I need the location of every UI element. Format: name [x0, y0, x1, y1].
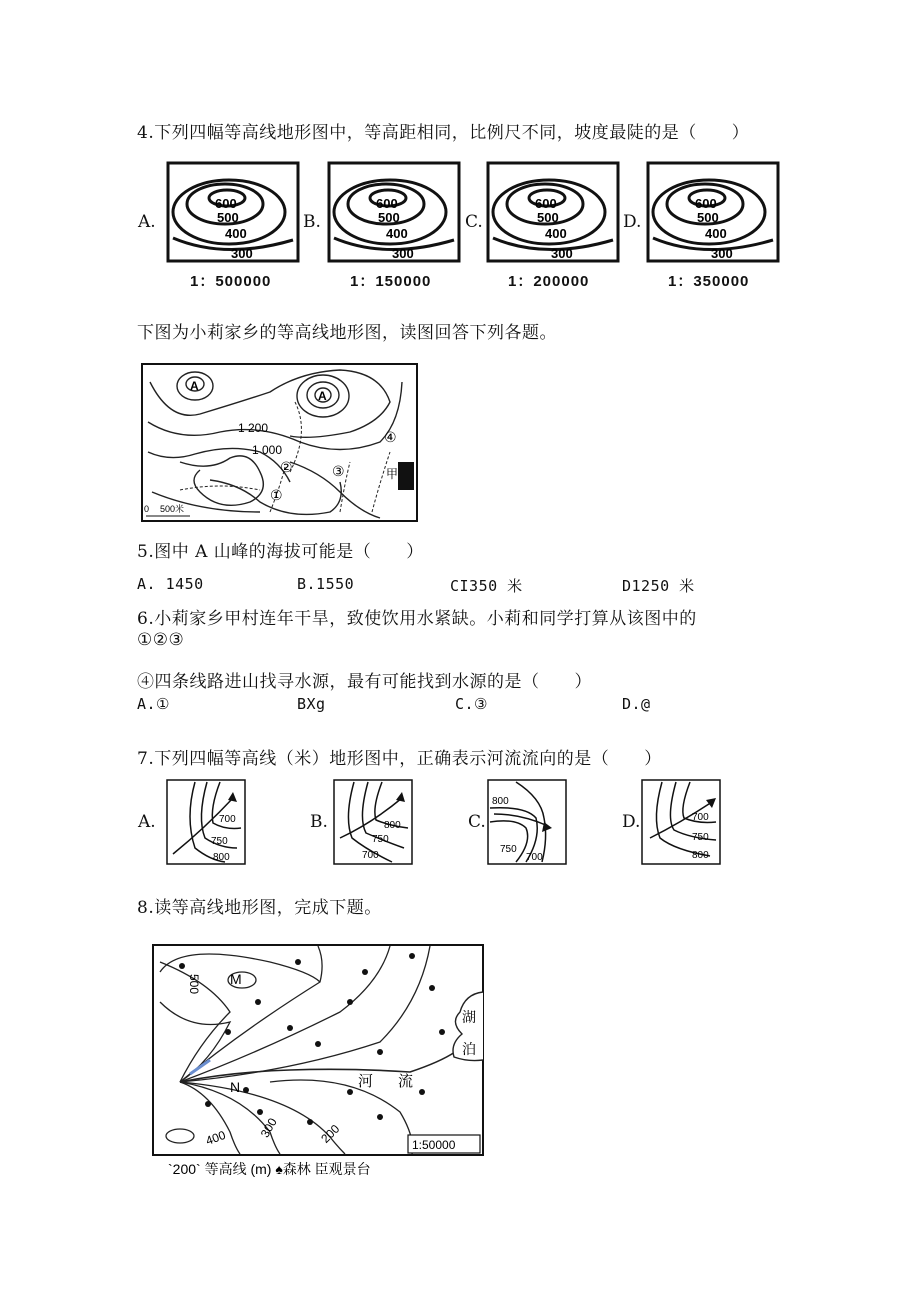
point-n: N [230, 1079, 241, 1095]
svg-text:400: 400 [225, 226, 247, 241]
svg-text:500: 500 [217, 210, 239, 225]
svg-text:600: 600 [376, 196, 398, 211]
lake-label-1: 湖 [462, 1009, 476, 1025]
q6-option-b: BXg [297, 695, 326, 713]
svg-text:500: 500 [187, 974, 201, 995]
q4-map-a [165, 160, 305, 265]
route-2: ② [280, 459, 293, 475]
svg-text:500: 500 [537, 210, 559, 225]
q5-option-d: D1250 米 [622, 577, 695, 595]
intro-q5-q6: 下图为小莉家乡的等高线地形图，读图回答下列各题。 [137, 323, 557, 343]
q4-map-c [485, 160, 625, 265]
svg-text:750: 750 [211, 836, 228, 847]
village-jia: 甲 [386, 467, 399, 481]
q5-option-b: B.1550 [297, 575, 355, 593]
contour-600: 600 [215, 196, 237, 211]
svg-text:800: 800 [492, 796, 509, 807]
svg-text:700: 700 [692, 812, 709, 823]
q4-option-d-label: D. [623, 212, 642, 232]
q4-map-b [326, 160, 466, 265]
q7-map-d [640, 778, 722, 866]
q4-scale-a: 1：500000 [190, 273, 272, 290]
route-3: ③ [332, 463, 345, 479]
river-label-1: 河 [358, 1073, 374, 1090]
peak-a: A [318, 389, 327, 403]
svg-text:700: 700 [362, 850, 379, 861]
svg-text:300: 300 [231, 246, 253, 261]
svg-text:500米: 500米 [160, 504, 185, 514]
q4-scale-b: 1：150000 [350, 273, 432, 290]
q4-scale-d: 1：350000 [668, 273, 750, 290]
svg-text:400: 400 [545, 226, 567, 241]
q7-stem: 7.下列四幅等高线（米）地形图中，正确表示河流流向的是（ ） [137, 749, 662, 769]
q7-map-b [332, 778, 414, 866]
q8-scale: 1:50000 [412, 1138, 456, 1152]
hometown-contour-map [140, 362, 420, 524]
river-label-2: 流 [398, 1073, 414, 1090]
svg-text:400: 400 [203, 1127, 228, 1148]
peak-a-left: A [190, 379, 199, 393]
q4-option-b-label: B. [303, 212, 321, 232]
q4-map-d [645, 160, 785, 265]
q8-contour-map [150, 942, 486, 1182]
svg-text:400: 400 [705, 226, 727, 241]
svg-text:800: 800 [384, 820, 401, 831]
q5-option-c: CI350 米 [450, 577, 523, 595]
q7-map-a [165, 778, 247, 866]
q7-option-c-label: C. [468, 812, 486, 832]
elev-1000: 1 000 [252, 443, 283, 457]
svg-text:600: 600 [535, 196, 557, 211]
q5-stem: 5.图中 A 山峰的海拔可能是（ ） [137, 542, 424, 562]
svg-text:750: 750 [372, 834, 389, 845]
svg-text:700: 700 [219, 814, 236, 825]
q8-stem: 8.读等高线地形图，完成下题。 [137, 898, 382, 918]
svg-text:300: 300 [392, 246, 414, 261]
q7-option-a-label: A. [138, 812, 156, 832]
svg-text:300: 300 [711, 246, 733, 261]
q4-option-a-label: A. [138, 212, 156, 232]
svg-text:800: 800 [692, 850, 709, 861]
q4-scale-c: 1：200000 [508, 273, 590, 290]
svg-text:400: 400 [386, 226, 408, 241]
svg-text:750: 750 [692, 832, 709, 843]
svg-text:0: 0 [144, 504, 150, 514]
elev-1200: 1 200 [238, 421, 269, 435]
q8-legend: `200` 等高线 (m) ♠森林 ⾂观景台 [168, 1161, 371, 1177]
svg-text:500: 500 [697, 210, 719, 225]
point-m: M [230, 971, 242, 987]
q6-stem-line1: 6.小莉家乡甲村连年干旱，致使饮用水紧缺。小莉和同学打算从该图中的 [137, 609, 697, 629]
svg-text:600: 600 [695, 196, 717, 211]
svg-text:300: 300 [551, 246, 573, 261]
route-4: ④ [384, 429, 397, 445]
q6-stem-line2: ①②③ [137, 630, 185, 650]
svg-text:500: 500 [378, 210, 400, 225]
q4-option-c-label: C. [465, 212, 483, 232]
q7-map-c [486, 778, 568, 866]
q6-stem-line3: ④四条线路进山找寻水源，最有可能找到水源的是（ ） [137, 672, 592, 692]
lake-label-2: 泊 [462, 1041, 476, 1057]
svg-text:200: 200 [318, 1121, 343, 1146]
q4-stem: 4.下列四幅等高线地形图中，等高距相同，比例尺不同，坡度最陡的是（ ） [137, 123, 750, 143]
q6-option-c: C.③ [455, 695, 489, 713]
route-1: ① [270, 487, 283, 503]
svg-text:700: 700 [526, 852, 543, 863]
q6-option-d: D.@ [622, 695, 651, 713]
q7-option-d-label: D. [622, 812, 641, 832]
svg-text:300: 300 [257, 1115, 280, 1140]
q5-option-a: A. 1450 [137, 575, 204, 593]
q7-option-b-label: B. [310, 812, 328, 832]
q6-option-a: A.① [137, 695, 171, 713]
svg-text:800: 800 [213, 852, 230, 863]
svg-text:750: 750 [500, 844, 517, 855]
